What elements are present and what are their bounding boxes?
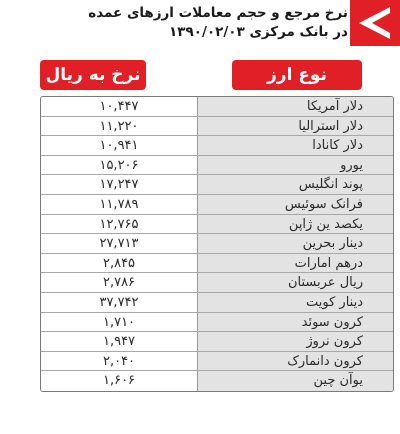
rate-cell: ۱,۷۱۰ <box>41 313 198 332</box>
currency-column-header: نوع ارز <box>232 60 362 90</box>
rate-cell: ۱۰,۹۴۱ <box>41 136 198 155</box>
currency-cell: یورو <box>198 156 393 175</box>
rate-cell: ۱۲,۷۶۵ <box>41 215 198 234</box>
currency-cell: فرانک سوئیس <box>198 195 393 214</box>
currency-cell: دلار آمریکا <box>198 97 393 116</box>
currency-cell: دلار استرالیا <box>198 117 393 136</box>
currency-cell: کرون سوئد <box>198 313 393 332</box>
title-line-1: نرخ مرجع و حجم معاملات ارزهای عمده <box>88 5 348 21</box>
table-row <box>41 313 393 333</box>
currency-cell: کرون دانمارک <box>198 352 393 371</box>
table-row <box>41 175 393 195</box>
rate-cell: ۱۱,۷۸۹ <box>41 195 198 214</box>
rates-table <box>40 96 394 392</box>
rate-cell: ۲,۷۸۶ <box>41 273 198 292</box>
currency-cell: یوآن چین <box>198 371 393 391</box>
table-row <box>41 234 393 254</box>
rate-cell: ۱,۹۴۷ <box>41 332 198 351</box>
table-row <box>41 97 393 117</box>
rate-cell: ۲,۸۴۵ <box>41 254 198 273</box>
rate-cell: ۳۷,۷۴۲ <box>41 293 198 312</box>
rate-cell: ۱۵,۲۰۶ <box>41 156 198 175</box>
table-row <box>41 215 393 235</box>
rate-cell: ۲,۰۴۰ <box>41 352 198 371</box>
table-row <box>41 332 393 352</box>
table-row <box>41 254 393 274</box>
rate-cell: ۱۱,۲۲۰ <box>41 117 198 136</box>
table-row <box>41 156 393 176</box>
currency-cell: ریال عربستان <box>198 273 393 292</box>
currency-cell: درهم امارات <box>198 254 393 273</box>
table-row <box>41 136 393 156</box>
header <box>0 0 400 46</box>
page-title <box>4 4 348 42</box>
table-row <box>41 371 393 391</box>
table-row <box>41 352 393 372</box>
rate-cell: ۲۷,۷۱۳ <box>41 234 198 253</box>
currency-cell: دینار بحرین <box>198 234 393 253</box>
rate-column-header: نرخ به ریال <box>40 60 146 90</box>
currency-cell: یکصد ین ژاپن <box>198 215 393 234</box>
currency-cell: کرون نروژ <box>198 332 393 351</box>
currency-cell: پوند انگلیس <box>198 175 393 194</box>
currency-cell: دینار کویت <box>198 293 393 312</box>
table-row <box>41 195 393 215</box>
arrow-logo-icon <box>350 0 400 46</box>
table-row <box>41 293 393 313</box>
table-row <box>41 273 393 293</box>
currency-cell: دلار کانادا <box>198 136 393 155</box>
title-line-2: در بانک مرکزی ۱۳۹۰/۰۲/۰۳ <box>169 24 348 40</box>
table-row <box>41 117 393 137</box>
rate-cell: ۱,۶۰۶ <box>41 371 198 391</box>
rate-cell: ۱۷,۲۴۷ <box>41 175 198 194</box>
rate-cell: ۱۰,۴۴۷ <box>41 97 198 116</box>
